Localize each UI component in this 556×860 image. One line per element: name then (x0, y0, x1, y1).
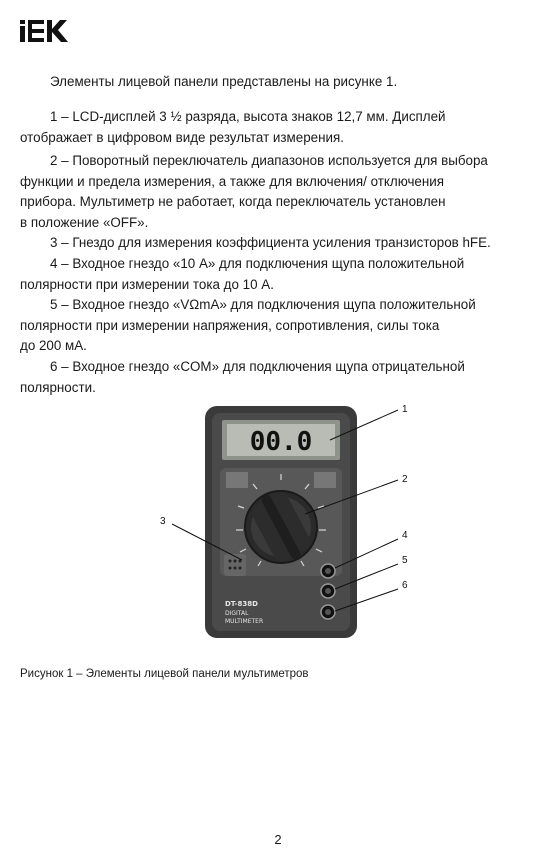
callout-3: 3 (160, 516, 166, 527)
iek-logo (20, 20, 78, 42)
device-name-line2: MULTIMETER (225, 618, 264, 625)
lcd-reading: 00.0 (249, 427, 313, 457)
callout-6: 6 (402, 580, 408, 591)
callout-1: 1 (402, 404, 408, 415)
callout-4: 4 (402, 530, 408, 541)
hfe-socket (224, 554, 246, 576)
item-6-paragraph: 6 – Входное гнездо «COM» для подключения щупа отрицательной полярности. (20, 359, 465, 395)
callout-2: 2 (402, 474, 408, 485)
item-5-paragraph: 5 – Входное гнездо «VΩmA» для подключения щупа положительной полярности при измерении напряжения, сопротивления, силы тока до 200 мА. (20, 297, 476, 353)
callout-5: 5 (402, 555, 408, 566)
multimeter-figure (150, 396, 420, 646)
item-4-paragraph: 4 – Входное гнездо «10 А» для подключения щупа положительной полярности при измерении тока до 10 А. (20, 256, 465, 292)
device-name-line1: DIGITAL (225, 610, 249, 617)
intro-paragraph: Элементы лицевой панели представлены на рисунке 1. (50, 74, 398, 89)
item-3-paragraph: 3 – Гнездо для измерения коэффициента усиления транзисторов hFE. (50, 235, 491, 250)
item-1-paragraph: 1 – LCD-дисплей 3 ½ разряда, высота знаков 12,7 мм. Дисплей отображает в цифровом виде результат измерения. (20, 109, 446, 145)
figure-caption: Рисунок 1 – Элементы лицевой панели мультиметров (20, 668, 309, 680)
model-label: DT-838D (225, 600, 258, 608)
item-2-paragraph: 2 – Поворотный переключатель диапазонов используется для выбора функции и предела измерения, а также для включения/ отключения прибора. Мультиметр не работает, когда переключатель установлен в положение «OFF». (20, 153, 488, 230)
page-number: 2 (274, 832, 282, 847)
